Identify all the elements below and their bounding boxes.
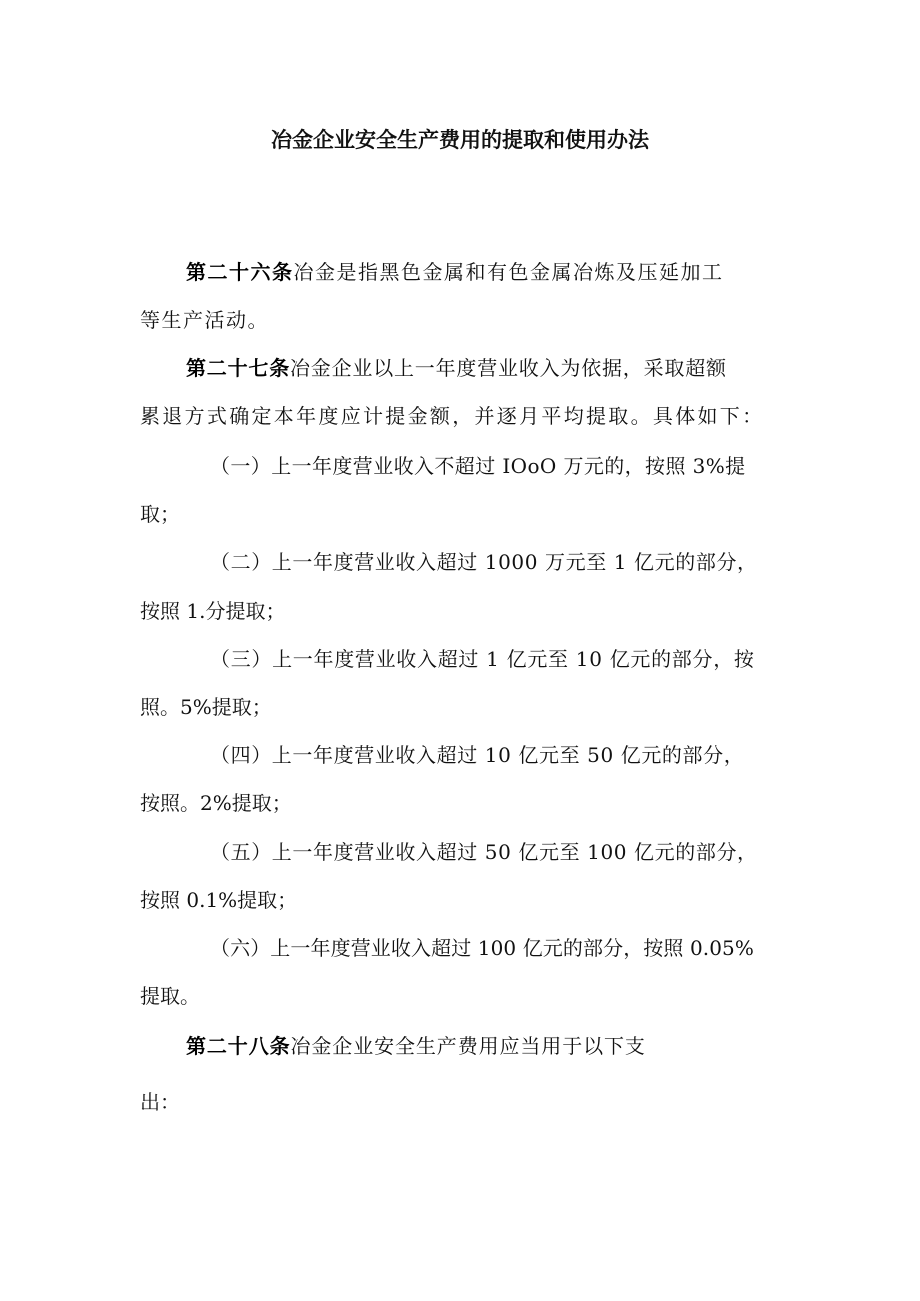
article-27-heading: 第二十七条 bbox=[186, 356, 290, 380]
article-27-line-1 bbox=[186, 354, 727, 382]
item-2-line-2: 按照 1.分提取； bbox=[140, 599, 286, 623]
item-1-line-1: （一）上一年度营业收入不超过 IOoO 万元的，按照 3%提 bbox=[210, 454, 746, 478]
item-2-line-1: （二）上一年度营业收入超过 1000 万元至 1 亿元的部分， bbox=[210, 550, 758, 574]
item-3-line-1: （三）上一年度营业收入超过 1 亿元至 10 亿元的部分，按 bbox=[210, 647, 755, 671]
item-6-line-2: 提取。 bbox=[140, 984, 200, 1008]
article-26-text-1: 冶金是指黑色金属和有色金属冶炼及压延加工 bbox=[293, 260, 724, 284]
item-5-line-2: 按照 0.1%提取； bbox=[140, 888, 298, 912]
item-5-line-1: （五）上一年度营业收入超过 50 亿元至 100 亿元的部分， bbox=[210, 840, 758, 864]
item-6-line-1: （六）上一年度营业收入超过 100 亿元的部分，按照 0.05% bbox=[210, 936, 754, 960]
article-27-line-2: 累退方式确定本年度应计提金额，并逐月平均提取。具体如下： bbox=[140, 404, 765, 428]
article-26-line-1 bbox=[186, 258, 724, 286]
article-26-heading: 第二十六条 bbox=[186, 260, 294, 284]
document-title: 冶金企业安全生产费用的提取和使用办法 bbox=[271, 128, 649, 152]
article-27-text-1: 冶金企业以上一年度营业收入为依据，采取超额 bbox=[290, 356, 727, 380]
article-26-line-2: 等生产活动。 bbox=[140, 308, 269, 332]
item-4-line-2: 按照。2%提取； bbox=[140, 791, 292, 815]
item-3-line-2: 照。5%提取； bbox=[140, 695, 272, 719]
item-1-line-2: 取； bbox=[140, 502, 180, 526]
article-28-line-1 bbox=[186, 1032, 646, 1060]
article-28-heading: 第二十八条 bbox=[186, 1034, 291, 1058]
article-28-line-2: 出： bbox=[140, 1090, 180, 1114]
article-28-text-1: 冶金企业安全生产费用应当用于以下支 bbox=[290, 1034, 646, 1058]
item-4-line-1: （四）上一年度营业收入超过 10 亿元至 50 亿元的部分， bbox=[210, 743, 745, 767]
